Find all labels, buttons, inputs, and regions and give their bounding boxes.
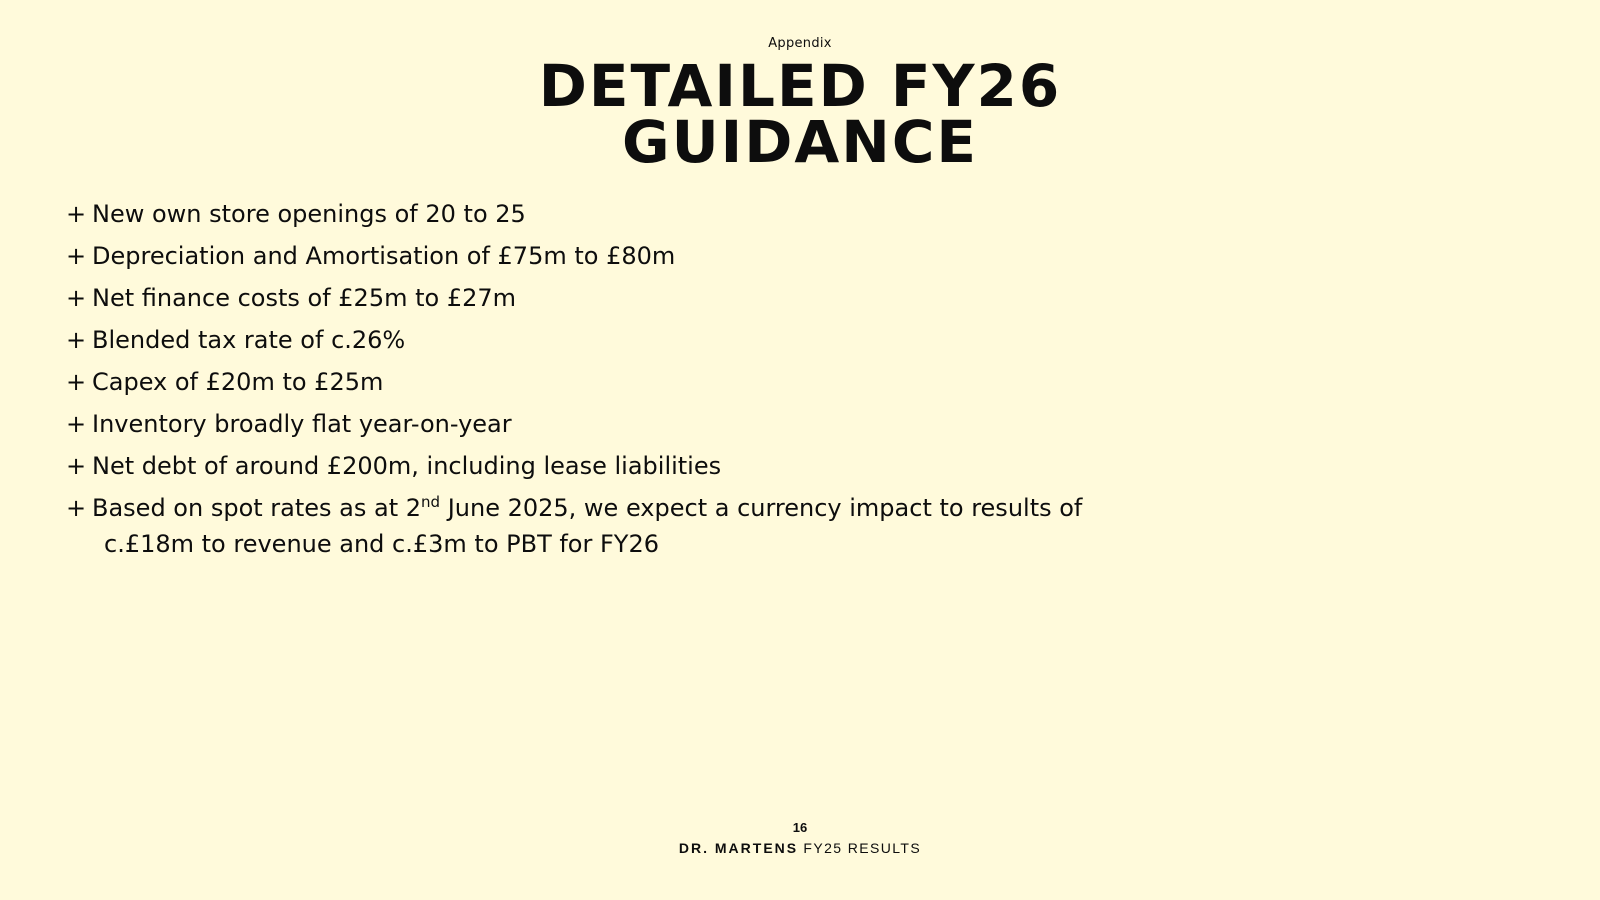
page-number: 16 bbox=[792, 820, 808, 835]
list-item-currency bbox=[66, 490, 1366, 562]
plus-icon: + bbox=[66, 200, 87, 228]
footer-brand-line bbox=[0, 840, 1600, 856]
list-item bbox=[66, 238, 1366, 274]
plus-icon: + bbox=[66, 494, 87, 522]
list-item-text: Inventory broadly flat year-on-year bbox=[92, 410, 512, 438]
list-item-text: Net debt of around £200m, including lease liabilities bbox=[92, 452, 722, 480]
plus-icon: + bbox=[66, 284, 87, 312]
page-title bbox=[0, 52, 1600, 176]
list-item bbox=[66, 196, 1366, 232]
page-title-line-2: GUIDANCE bbox=[621, 108, 979, 176]
currency-text-line-2: c.£18m to revenue and c.£3m to PBT for FY26 bbox=[104, 530, 659, 558]
guidance-list bbox=[66, 196, 1366, 568]
plus-icon: + bbox=[66, 242, 87, 270]
list-item-text bbox=[92, 494, 1082, 522]
page-title-line-1: DETAILED FY26 bbox=[538, 52, 1062, 120]
list-item-text: Net finance costs of £25m to £27m bbox=[92, 284, 517, 312]
list-item bbox=[66, 364, 1366, 400]
list-item bbox=[66, 448, 1366, 484]
section-eyebrow: Appendix bbox=[768, 36, 832, 51]
plus-icon: + bbox=[66, 368, 87, 396]
currency-text-part-2: June 2025, we expect a currency impact to results of bbox=[440, 494, 1083, 522]
list-item bbox=[66, 406, 1366, 442]
plus-icon: + bbox=[66, 452, 87, 480]
list-item-text: Blended tax rate of c.26% bbox=[92, 326, 406, 354]
plus-icon: + bbox=[66, 326, 87, 354]
list-item-text: Capex of £20m to £25m bbox=[92, 368, 384, 396]
list-item bbox=[66, 322, 1366, 358]
list-item-text: Depreciation and Amortisation of £75m to £80m bbox=[92, 242, 676, 270]
list-item bbox=[66, 280, 1366, 316]
brand-name: DR. MARTENS bbox=[678, 840, 799, 856]
plus-icon: + bbox=[66, 410, 87, 438]
currency-text-part-1: Based on spot rates as at 2 bbox=[92, 494, 422, 522]
ordinal-suffix: nd bbox=[421, 493, 441, 511]
report-name: FY25 RESULTS bbox=[803, 840, 922, 856]
list-item-text: New own store openings of 20 to 25 bbox=[92, 200, 526, 228]
